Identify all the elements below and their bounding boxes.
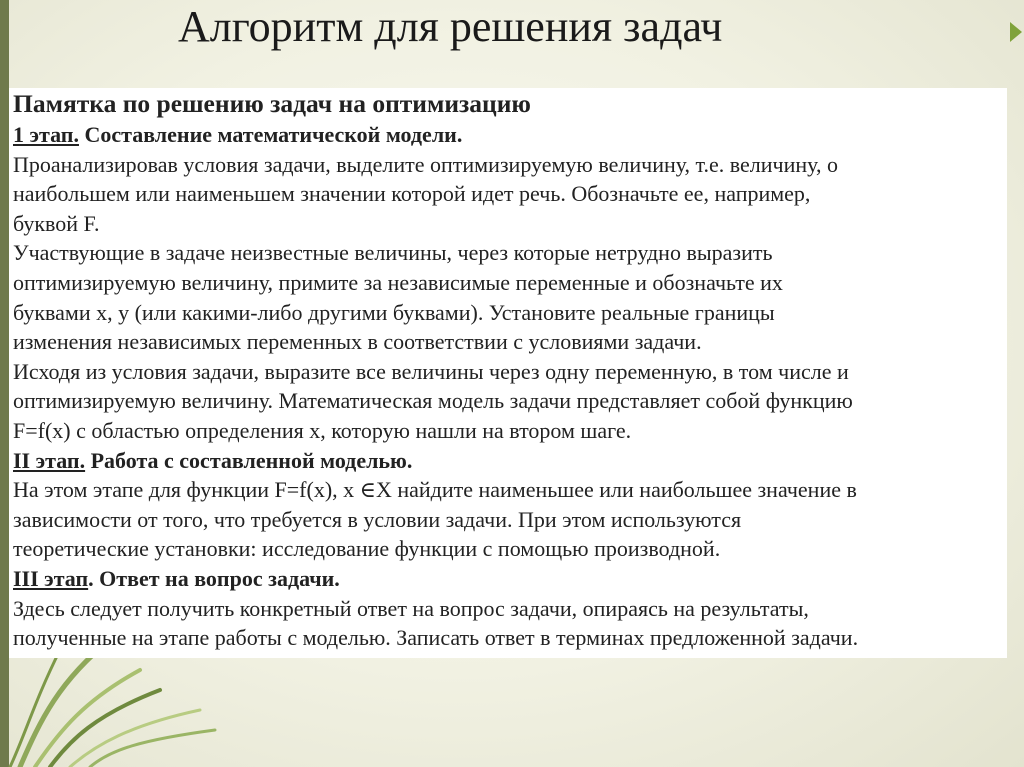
stage-3-title: . Ответ на вопрос задачи.: [88, 565, 340, 591]
slide-title: Алгоритм для решения задач: [178, 2, 723, 51]
stage-3-line: Здесь следует получить конкретный ответ на вопрос задачи, опираясь на результаты,: [13, 595, 809, 621]
memo-heading: Памятка по решению задач на оптимизацию: [13, 89, 531, 118]
stage-1-line: буквами х, у (или какими-либо другими буквами). Установите реальные границы: [13, 299, 775, 325]
stage-2-number: II этап.: [13, 447, 86, 473]
stage-1-line: оптимизируемую величину, примите за независимые переменные и обозначьте их: [13, 269, 783, 295]
triangle-right-icon: [1010, 22, 1022, 42]
stage-3-line: полученные на этапе работы с моделью. Записать ответ в терминах предложенной задачи.: [13, 625, 859, 651]
stage-1-line: изменения независимых переменных в соответствии с условиями задачи.: [13, 329, 702, 355]
stage-2-title: Работа с составленной моделью.: [85, 447, 413, 473]
stage-3-number: III этап: [13, 565, 89, 591]
memo-box: [9, 88, 1007, 658]
stage-2-line: зависимости от того, что требуется в условии задачи. При этом используются: [13, 506, 742, 532]
stage-1-line: F=f(x) с областью определения х, которую нашли на втором шаге.: [13, 417, 632, 443]
stage-2-line: На этом этапе для функции F=f(x), х ∈X найдите наименьшее или наибольшее значение в: [13, 477, 857, 503]
stage-1-number: 1 этап.: [13, 122, 79, 147]
stage-1-title: Составление математической модели.: [78, 122, 463, 147]
stage-1-line: Проанализировав условия задачи, выделите оптимизируемую величину, т.е. величину, о: [13, 151, 838, 177]
stage-2-line: теоретические установки: исследование функции с помощью производной.: [13, 536, 721, 562]
stage-2-heading: [13, 446, 1007, 476]
stage-1-line: Участвующие в задаче неизвестные величины, через которые нетрудно выразить: [13, 240, 773, 266]
stage-1-line: оптимизируемую величину. Математическая модель задачи представляет собой функцию: [13, 388, 853, 414]
stage-3-heading: [13, 564, 1007, 594]
stage-1-line: буквой F.: [13, 210, 100, 236]
stage-1-heading: [13, 120, 1007, 150]
stage-1-line: Исходя из условия задачи, выразите все величины через одну переменную, в том числе и: [13, 358, 849, 384]
stage-1-line: наибольшем или наименьшем значении которой идет речь. Обозначьте ее, например,: [13, 181, 811, 207]
